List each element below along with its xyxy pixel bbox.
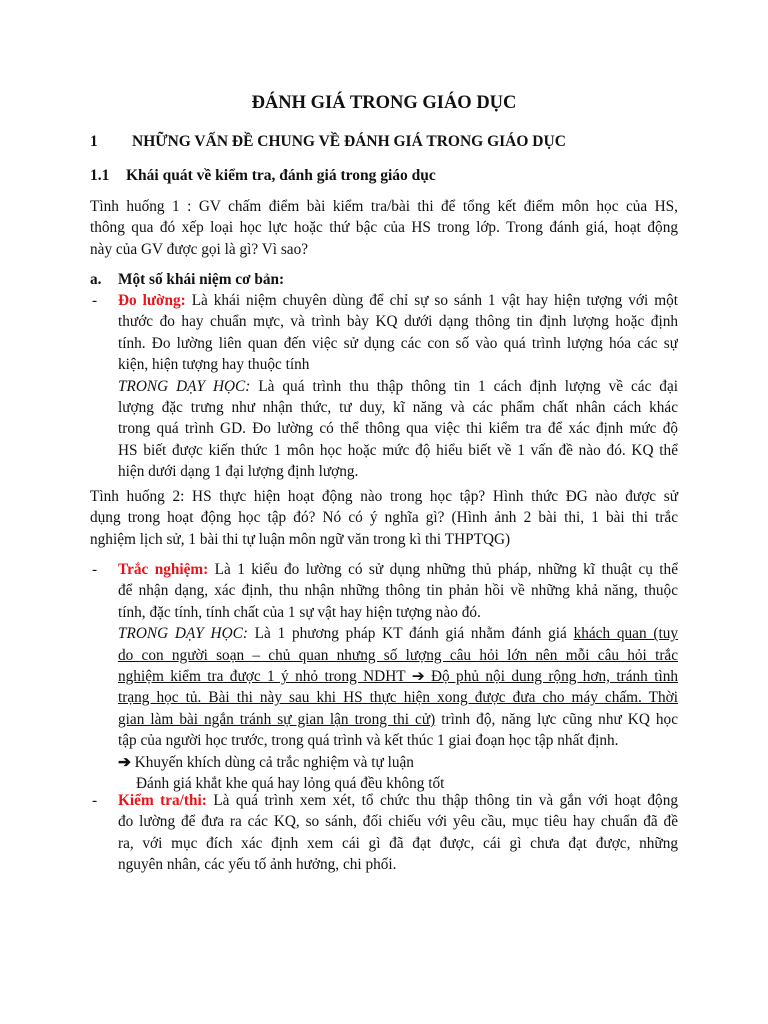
document-title: ĐÁNH GIÁ TRONG GIÁO DỤC xyxy=(251,93,517,113)
text-line: thước đo hay chuẩn mực, và trình bày KQ dưới dạng thông tin định lượng hoặc định xyxy=(118,313,678,331)
text-line: tính, đặc tính, tính chất của 1 sự vật hay hiện tượng nào đó. xyxy=(118,603,481,621)
text-line: Tình huống 1 : GV chấm điểm bài kiểm tra/bài thi để tổng kết điểm môn học của HS, xyxy=(90,198,678,215)
bullet-do-luong xyxy=(90,290,678,483)
text-line: Là quá trình xem xét, tổ chức thu thập thông tin và gắn với hoạt động xyxy=(206,792,678,809)
text-line: kiện, hiện tượng hay thuộc tính xyxy=(118,356,310,374)
bullet-kiem-tra xyxy=(90,790,678,876)
underlined-line: trạng học tủ. Bài thi này sau khi HS thực hiện xong được đưa cho máy chấm. Thời xyxy=(118,689,678,707)
text-line: trình độ, năng lực cũng như KQ học xyxy=(435,710,678,728)
bullet-trac-nghiem xyxy=(90,559,678,794)
text-line: thông qua đó xếp loại học lực hoặc thứ bậc của HS trong lớp. Trong đánh giá, hoạt động xyxy=(90,219,678,237)
text-line: lượng đặc trưng như nhận thức, tư duy, kĩ năng và các phẩm chất nhân cách khác xyxy=(118,399,678,417)
text-line: Tình huống 2: HS thực hiện hoạt động nào trong học tập? Hình thức ĐG nào được sử xyxy=(90,488,678,505)
text-line: đo lường để đưa ra các KQ, so sánh, đối chiếu với yêu cầu, mục tiêu hay chuẩn đã đề xyxy=(118,813,678,831)
subheading-text: Một số khái niệm cơ bản: xyxy=(118,271,285,288)
section-heading-1 xyxy=(90,131,566,152)
bullet-dash: - xyxy=(92,292,98,309)
bullet-dash: - xyxy=(92,561,98,578)
underlined-line: nghiệm kiểm tra được 1 ý nhỏ trong NDHT ➔ Độ phủ nội dung rộng hơn, tránh tình xyxy=(118,668,678,686)
text-line: HS biết được kiến thức 1 môn học hoặc mức độ hiểu biết về 1 vấn đề nào đó. KQ thể xyxy=(118,441,678,459)
bullet-dash: - xyxy=(92,792,98,809)
text-line: nghiệm lịch sử, 1 bài thi tự luận môn ngữ văn trong kì thi THPTQG) xyxy=(90,530,511,548)
text-line: Là khái niệm chuyên dùng để chỉ sự so sánh 1 vật hay hiện tượng với một xyxy=(185,292,678,309)
text-line: tính. Đo lường liên quan đến việc sử dụng các con số vào quá trình lượng hóa các sự xyxy=(118,334,678,352)
text-line: hiện dưới dạng 1 đại lượng định lượng. xyxy=(118,463,359,481)
section-title: NHỮNG VẤN ĐỀ CHUNG VỀ ĐÁNH GIÁ TRONG GIÁO DỤC xyxy=(132,133,566,150)
term-kiem-tra: Kiểm tra/thi: xyxy=(118,792,207,809)
text-line: này của GV được gọi là gì? Vì sao? xyxy=(90,240,309,258)
text-line: trong quá trình GD. Đo lường có thể thông qua việc thi kiểm tra để xác định mức độ xyxy=(118,420,678,438)
text-line: Đánh giá khắt khe quá hay lỏng quá đều không tốt xyxy=(136,775,445,793)
text-line: nguyên nhân, các yếu tố ảnh hưởng, chi phối. xyxy=(118,856,397,874)
text-line: Là 1 phương pháp KT đánh giá nhằm đánh giá xyxy=(247,625,574,643)
subsection-title: Khái quát về kiểm tra, đánh giá trong giáo dục xyxy=(126,167,436,184)
underlined-text: gian làm bài ngắn tránh sự gian lận trong thi cử) xyxy=(118,710,436,728)
text-line: tập của người học trước, trong quá trình và kết thúc 1 giai đoạn học tập nhất định. xyxy=(118,732,619,750)
text-line: dụng trong hoạt động học tập đó? Nó có ý nghĩa gì? (Hình ảnh 2 bài thi, 1 bài thi trắc xyxy=(90,509,678,527)
section-heading-1-1 xyxy=(90,165,436,186)
text-line: để nhận dạng, xác định, thu nhận những thông tin phản hồi về những khả năng, thuộc xyxy=(118,582,678,600)
text-line: Là quá trình thu thập thông tin 1 cách định lượng về các đại xyxy=(250,377,678,395)
situation-2-paragraph xyxy=(90,486,678,550)
subheading-label: a. xyxy=(90,271,102,288)
section-number: 1 xyxy=(90,133,98,150)
teaching-label: TRONG DẠY HỌC: xyxy=(118,625,248,643)
text-line: Khuyến khích dùng cả trắc nghiệm và tự luận xyxy=(130,753,414,771)
term-trac-nghiem: Trắc nghiệm: xyxy=(118,561,209,578)
text-line: Là 1 kiểu đo lường có sử dụng những thủ pháp, những kĩ thuật cụ thể xyxy=(208,561,678,578)
underlined-line: do con người soạn – chủ quan nhưng số lượng câu hỏi lớn nên mỗi câu hỏi trắc xyxy=(118,646,678,664)
text-line: ra, với mục đích xác định xem cái gì đã đạt được, cái gì chưa đạt được, những xyxy=(118,834,678,852)
subsection-number: 1.1 xyxy=(90,167,110,184)
situation-1-paragraph xyxy=(90,196,678,260)
teaching-label: TRONG DẠY HỌC: xyxy=(118,377,251,395)
arrow-icon: ➔ xyxy=(118,753,131,771)
underlined-text: khách quan (tuy xyxy=(573,625,678,643)
term-do-luong: Đo lường: xyxy=(118,292,186,309)
subheading-a xyxy=(90,269,284,290)
